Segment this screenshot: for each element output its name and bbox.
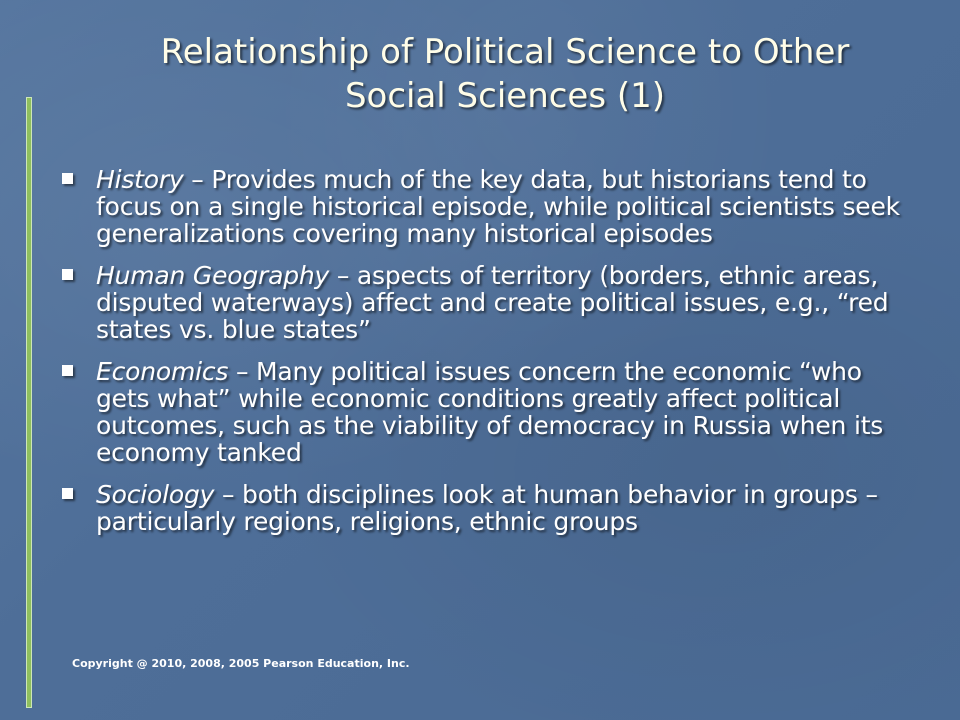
bullet-term: History [96, 165, 184, 194]
bullet-text: – Provides much of the key data, but historians tend to focus on a single historical episode, while political scientists seek generalizations covering many historical episodes [96, 165, 900, 248]
square-bullet-icon [62, 173, 73, 184]
bullet-term: Sociology [96, 480, 215, 509]
bullet-list [62, 166, 922, 550]
bullet-text: – Many political issues concern the economic “who gets what” while economic conditions greatly affect political outcomes, such as the viability of democracy in Russia when its economy tanked [96, 357, 884, 467]
bullet-text: – both disciplines look at human behavior in groups – particularly regions, religions, ethnic groups [96, 480, 878, 536]
bullet-term: Economics [96, 357, 229, 386]
copyright-footer: Copyright @ 2010, 2008, 2005 Pearson Education, Inc. [72, 657, 410, 670]
square-bullet-icon [62, 269, 73, 280]
square-bullet-icon [62, 365, 73, 376]
bullet-history [62, 166, 922, 247]
bullet-text: – aspects of territory (borders, ethnic areas, disputed waterways) affect and create political issues, e.g., “red states vs. blue states” [96, 261, 889, 344]
bullet-term: Human Geography [96, 261, 330, 290]
bullet-sociology [62, 481, 922, 535]
square-bullet-icon [62, 488, 73, 499]
bullet-economics [62, 358, 922, 466]
slide-title: Relationship of Political Science to Other Social Sciences (1) [160, 32, 850, 116]
accent-bar [26, 97, 32, 708]
bullet-human-geography [62, 262, 922, 343]
